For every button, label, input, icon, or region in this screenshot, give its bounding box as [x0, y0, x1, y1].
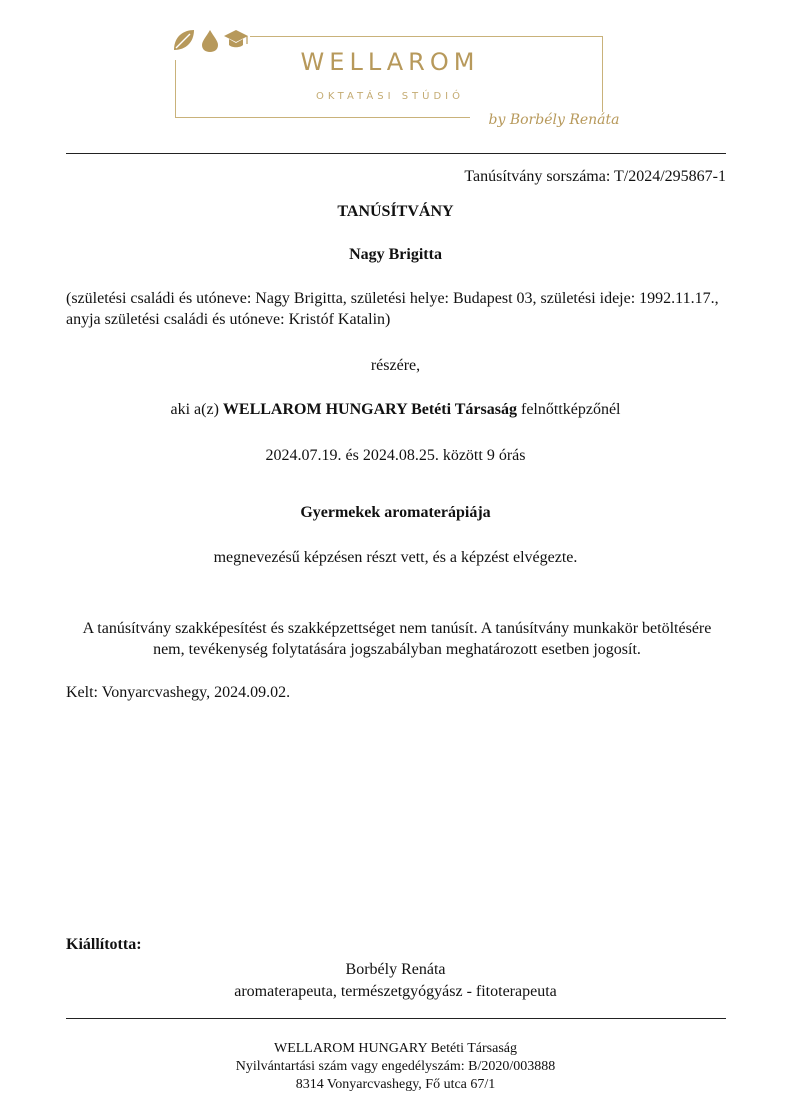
provider-name: WELLAROM HUNGARY Betéti Társaság	[222, 401, 517, 418]
legal-notice: A tanúsítvány szakképesítést és szakképzettséget nem tanúsít. A tanúsítvány munkakör betöltésére nem, tevékenység folytatására jogszabályban meghatározott esetben jogosít.	[82, 620, 712, 658]
completion-text: megnevezésű képzésen részt vett, és a képzést elvégezte.	[213, 549, 578, 566]
course-period: 2024.07.19. és 2024.08.25. között 9 órás	[265, 447, 526, 464]
issued-by-label: Kiállította:	[66, 936, 142, 953]
leaf-icon	[174, 30, 194, 50]
graduation-cap-icon	[224, 30, 248, 47]
provider-suffix: felnőttképzőnél	[520, 401, 621, 418]
brand-subtitle: OKTATÁSI STÚDIÓ	[316, 91, 464, 102]
footer-company: WELLAROM HUNGARY Betéti Társaság	[273, 1041, 518, 1056]
brand-name: WELLAROM	[300, 48, 480, 76]
footer-address: 8314 Vonyarcvashegy, Fő utca 67/1	[295, 1077, 496, 1092]
signer-name: Borbély Renáta	[345, 961, 446, 978]
signer-role: aromaterapeuta, természetgyógyász - fitoterapeuta	[234, 983, 557, 1000]
certificate-title: TANÚSÍTVÁNY	[337, 203, 454, 220]
footer-divider	[66, 1018, 726, 1019]
issue-place-date: Kelt: Vonyarcvashegy, 2024.09.02.	[66, 684, 291, 701]
recipient-name: Nagy Brigitta	[349, 246, 442, 263]
course-name: Gyermekek aromaterápiája	[300, 504, 491, 521]
provider-line	[0, 400, 791, 420]
provider-prefix: aki a(z)	[170, 401, 219, 418]
brand-byline: by Borbély Renáta	[470, 112, 638, 128]
droplet-icon	[202, 30, 218, 52]
logo-icons	[168, 24, 252, 56]
header-divider	[66, 153, 726, 154]
footer-registration: Nyilvántartási szám vagy engedélyszám: B/2020/003888	[235, 1059, 556, 1074]
certificate-serial: Tanúsítvány sorszáma: T/2024/295867-1	[464, 168, 726, 185]
for-text: részére,	[370, 357, 421, 374]
birth-details: (születési családi és utóneve: Nagy Brigitta, születési helye: Budapest 03, születési ideje: 1992.11.17., anyja születési családi és utóneve: Kristóf Katalin)	[66, 290, 719, 328]
